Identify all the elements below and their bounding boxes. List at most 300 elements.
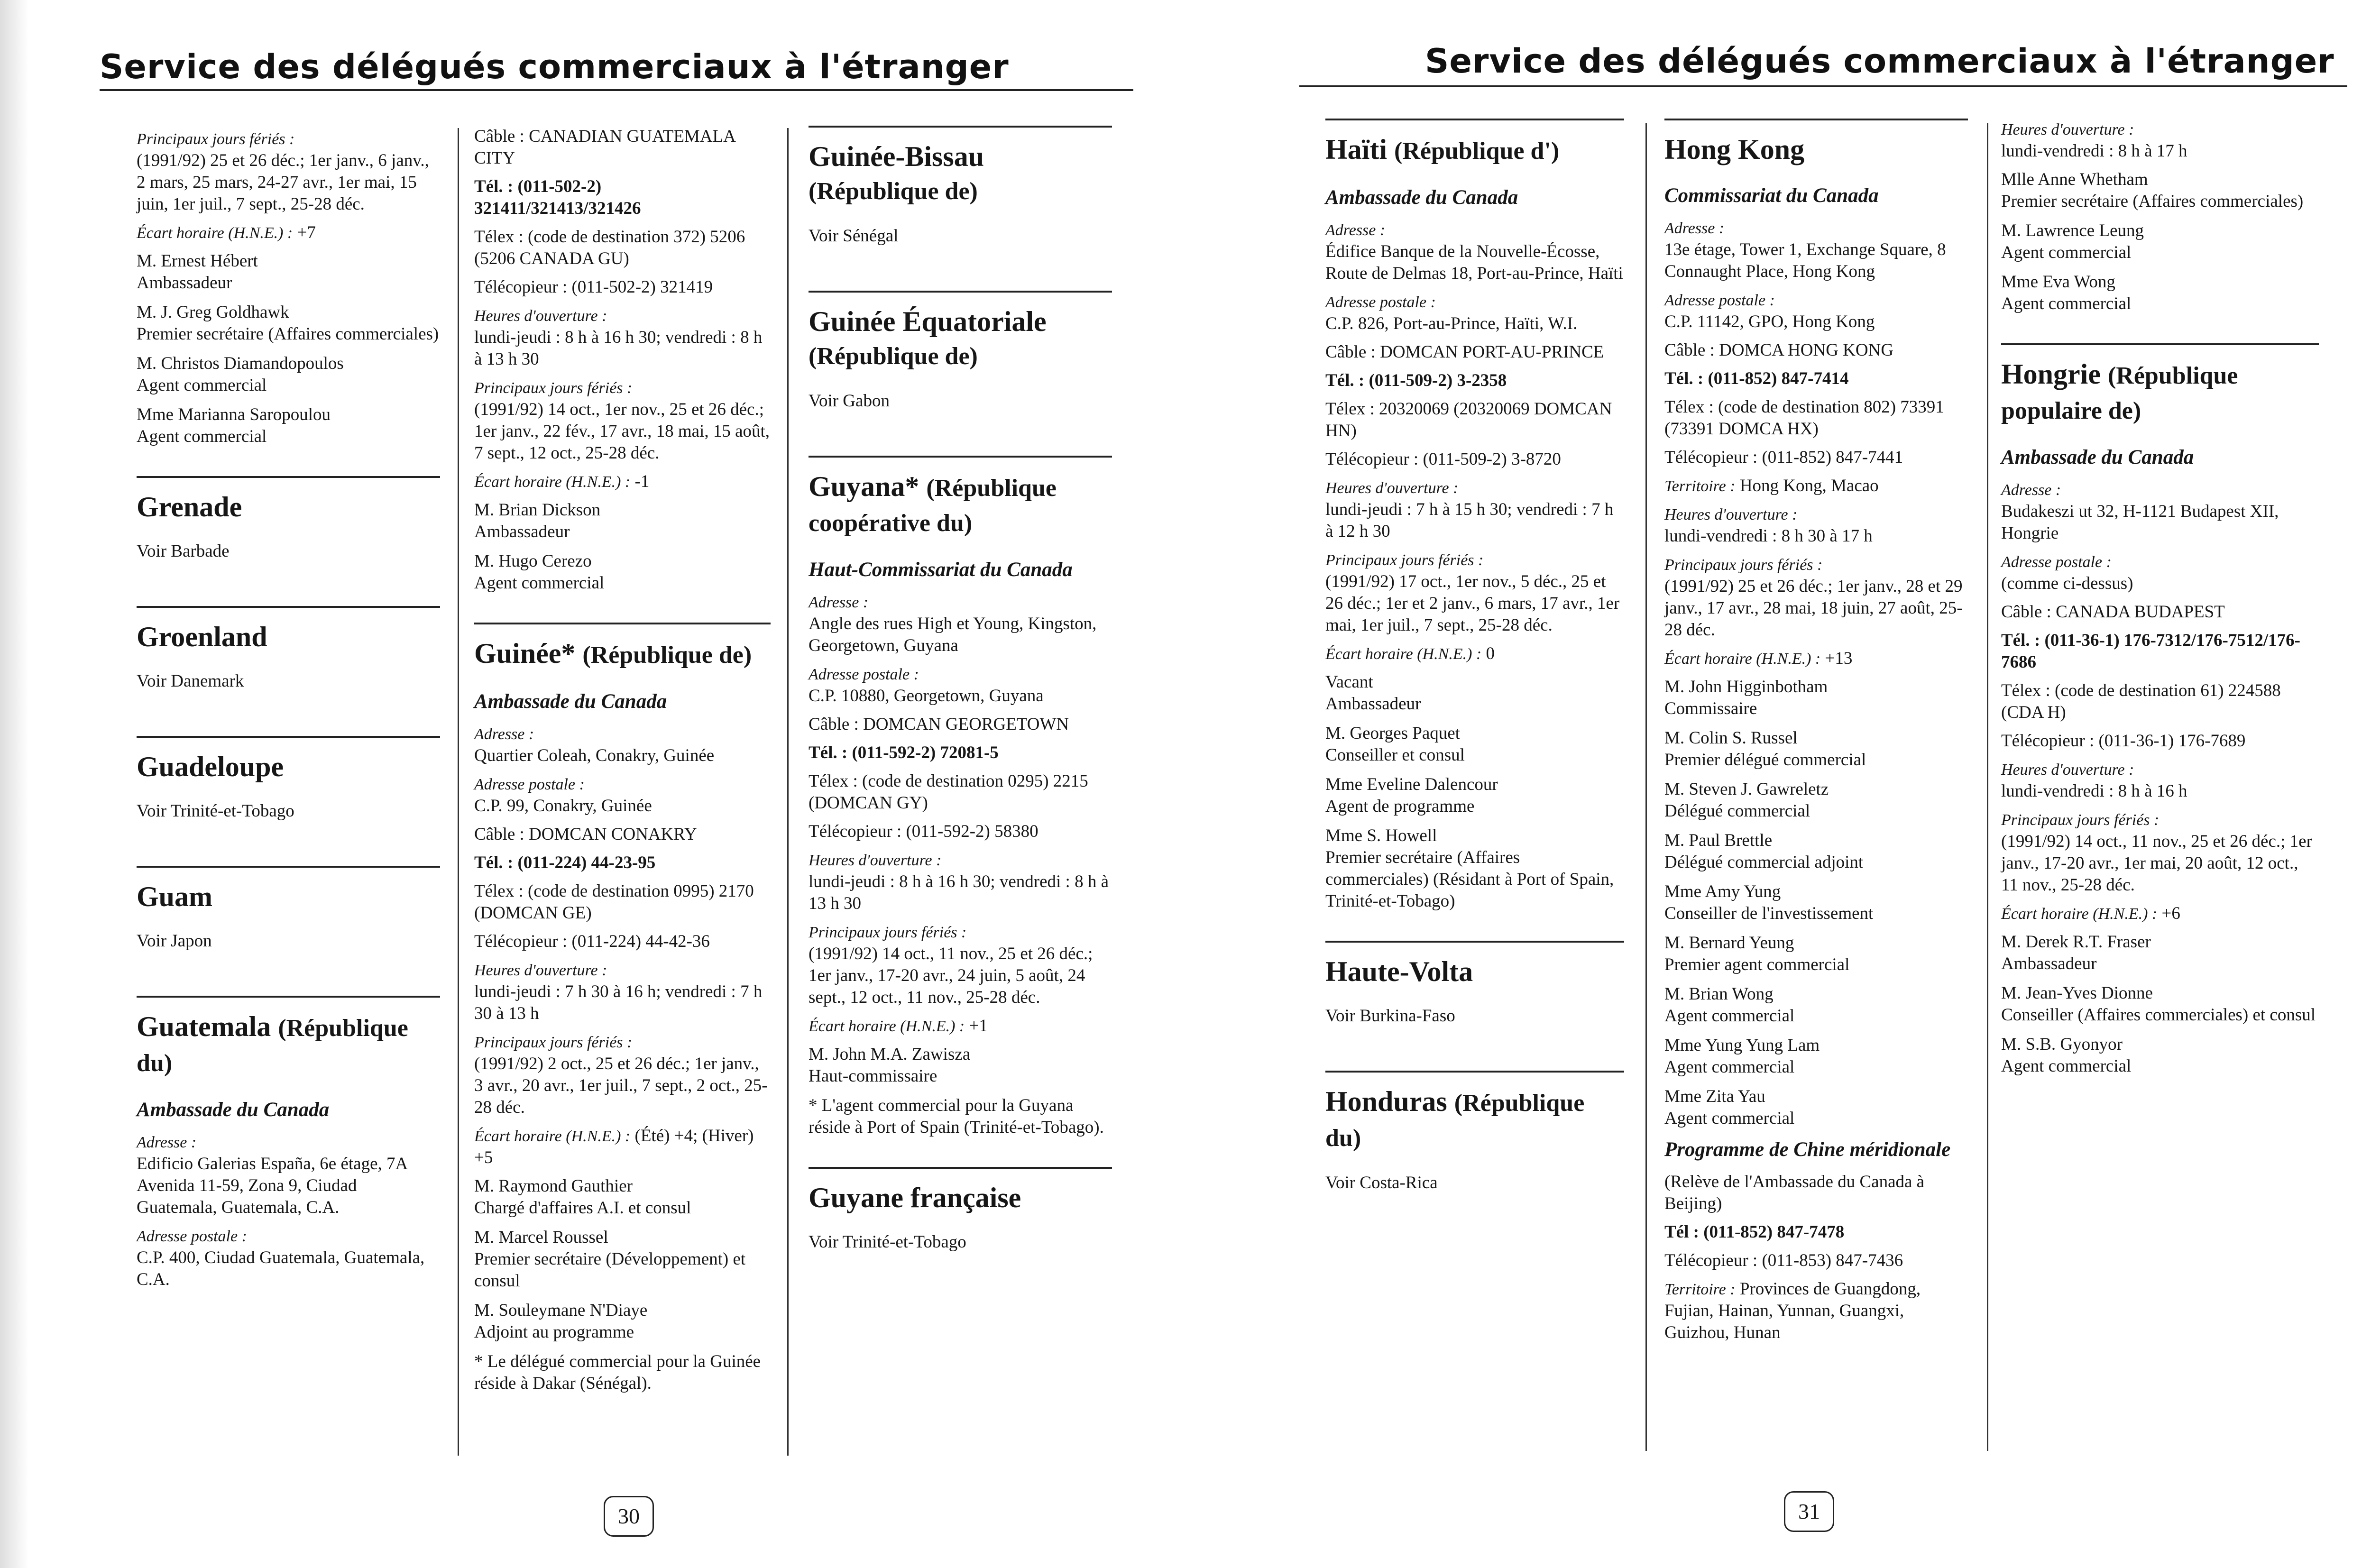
country-name: Guyana* (809, 471, 919, 502)
info-line (474, 852, 771, 874)
staff-title: Chargé d'affaires A.I. et consul (474, 1198, 691, 1218)
info-line (809, 849, 1112, 915)
phone-number: Tél. : (011-502-2) 321411/321413/321426 (474, 177, 641, 218)
field-value: Câble : CANADIAN GUATEMALA CITY (474, 127, 735, 168)
page-number: 31 (1784, 1491, 1834, 1532)
field-label: Écart horaire (H.N.E.) : (1664, 650, 1821, 668)
info-line (137, 1225, 440, 1291)
mission-name: Commissariat du Canada (1664, 184, 1879, 207)
column-5 (1664, 119, 1968, 1372)
section-rule (809, 126, 1112, 128)
field-label: Heures d'ouverture : (1664, 506, 1798, 523)
field-value: Télex : (code de destination 372) 5206 (5206 CANADA GU) (474, 227, 745, 268)
field-value: lundi-jeudi : 8 h à 16 h 30; vendredi : 8 h à 13 h 30 (474, 328, 763, 369)
staff-name: M. J. Greg Goldhawk (137, 303, 289, 322)
field-label: Écart horaire (H.N.E.) : (2001, 905, 2158, 923)
staff-name: M. S.B. Gyonyor (2001, 1035, 2123, 1054)
section-rule (474, 623, 771, 624)
staff-entry (137, 302, 440, 345)
field-label: Principaux jours fériés : (2001, 811, 2160, 829)
info-line (474, 931, 771, 953)
info-line (474, 471, 771, 493)
field-value: C.P. 10880, Georgetown, Guyana (809, 686, 1044, 706)
staff-name: M. Ernest Hébert (137, 251, 258, 271)
info-line (474, 1031, 771, 1119)
field-value: lundi-vendredi : 8 h 30 à 17 h (1664, 526, 1873, 546)
info-line (1664, 1250, 1968, 1272)
info-line (474, 723, 771, 767)
info-line (137, 1131, 440, 1219)
cross-reference: Voir Sénégal (809, 226, 899, 246)
info-line (474, 773, 771, 817)
field-value: 0 (1481, 644, 1495, 663)
staff-name: M. Derek R.T. Fraser (2001, 932, 2151, 952)
staff-name: Mme Zita Yau (1664, 1087, 1765, 1106)
field-value: Télécopieur : (011-853) 847-7436 (1664, 1251, 1903, 1270)
staff-name: M. Raymond Gauthier (474, 1176, 633, 1196)
section (1325, 1071, 1624, 1194)
section (137, 996, 440, 1291)
section (137, 476, 440, 562)
phone-number: Tél. : (011-852) 847-7414 (1664, 369, 1849, 388)
staff-entry (1664, 932, 1968, 976)
phone-number: Tél. : (011-592-2) 72081-5 (809, 743, 999, 762)
info-line (1664, 1278, 1968, 1344)
country-qualifier: (République d') (1394, 138, 1560, 165)
staff-entry (2001, 982, 2319, 1026)
field-value: Quartier Coleah, Conakry, Guinée (474, 746, 715, 765)
page-header: Service des délégués commerciaux à l'étranger (1425, 42, 2334, 81)
staff-title: Agent de programme (1325, 797, 1475, 816)
staff-title: Adjoint au programme (474, 1322, 634, 1342)
staff-title: Haut-commissaire (809, 1066, 937, 1086)
field-label: Heures d'ouverture : (2001, 121, 2134, 138)
section (2001, 343, 2319, 1077)
section-rule (1325, 1071, 1624, 1073)
country-qualifier: (République du) (137, 1015, 408, 1077)
page-header: Service des délégués commerciaux à l'étranger (100, 47, 1009, 86)
info-line (1325, 549, 1624, 636)
right-page (1204, 0, 2371, 1568)
field-label: Territoire : (1664, 477, 1736, 495)
field-label: Écart horaire (H.N.E.) : (474, 473, 631, 491)
section-title (1325, 133, 1624, 168)
section-title (1325, 955, 1624, 988)
country-name: Guinée Équatoriale (809, 306, 1047, 337)
field-value: Câble : DOMCAN CONAKRY (474, 825, 697, 844)
info-line (474, 377, 771, 464)
country-name: Hong Kong (1664, 134, 1805, 165)
field-label: Écart horaire (H.N.E.) : (137, 224, 293, 242)
staff-entry (137, 250, 440, 294)
field-label: Adresse : (2001, 481, 2061, 499)
country-qualifier: (République du) (1325, 1090, 1585, 1152)
info-line (474, 305, 771, 370)
mission-name: Ambassade du Canada (1325, 186, 1518, 209)
field-value: Budakeszi ut 32, H-1121 Budapest XII, Hongrie (2001, 502, 2279, 543)
section (137, 606, 440, 692)
field-value: (1991/92) 25 et 26 déc.; 1er janv., 28 et 29 janv., 17 avr., 28 mai, 18 juin, 27 août, 25-28 déc. (1664, 577, 1963, 640)
staff-entry (1664, 676, 1968, 720)
info-line (809, 714, 1112, 735)
field-value: (Été) +4; (Hiver) +5 (474, 1126, 754, 1167)
country-qualifier: (République populaire de) (2001, 362, 2238, 424)
field-label: Heures d'ouverture : (2001, 761, 2134, 779)
staff-title: Ambassadeur (137, 273, 232, 293)
info-line (1664, 339, 1968, 361)
info-line (2001, 479, 2319, 544)
staff-title: Conseiller (Affaires commerciales) et consul (2001, 1005, 2316, 1025)
country-qualifier: (République de) (582, 642, 752, 669)
section-title (137, 750, 440, 783)
field-label: Écart horaire (H.N.E.) : (1325, 645, 1482, 663)
staff-name: Mme Marianna Saropoulou (137, 405, 331, 424)
field-value: Télécopieur : (011-224) 44-42-36 (474, 932, 710, 951)
info-line (137, 222, 440, 244)
field-label: Adresse : (809, 594, 869, 611)
field-value: 13e étage, Tower 1, Exchange Square, 8 Connaught Place, Hong Kong (1664, 240, 1946, 281)
staff-entry (809, 1044, 1112, 1087)
staff-entry (2001, 1034, 2319, 1077)
staff-name: Mme Amy Yung (1664, 882, 1781, 901)
staff-entry (2001, 271, 2319, 315)
staff-title: Agent commercial (137, 427, 267, 446)
phone-number: Tél. : (011-224) 44-23-95 (474, 853, 656, 872)
staff-name: Mme Eveline Dalencour (1325, 775, 1498, 794)
section-rule (1664, 119, 1968, 120)
field-value: lundi-vendredi : 8 h à 16 h (2001, 781, 2187, 801)
staff-title: Délégué commercial adjoint (1664, 853, 1864, 872)
section-title (137, 880, 440, 913)
info-line (474, 824, 771, 845)
info-line (2001, 759, 2319, 802)
field-label: Principaux jours fériés : (137, 130, 295, 148)
field-value: (1991/92) 14 oct., 11 nov., 25 et 26 déc.; 1er janv., 17-20 avr., 1er mai, 20 août, 12 oct., 11 nov., 25-28 déc. (2001, 832, 2312, 895)
staff-title: Agent commercial (474, 573, 605, 593)
section-title (809, 470, 1112, 540)
info-line (1664, 1221, 1968, 1243)
info-line (2001, 903, 2319, 925)
staff-entry (1664, 830, 1968, 873)
info-line (809, 821, 1112, 843)
field-value: Télex : (code de destination 802) 73391 (73391 DOMCA HX) (1664, 397, 1944, 439)
staff-entry (474, 499, 771, 543)
staff-name: M. Jean-Yves Dionne (2001, 983, 2153, 1003)
info-line (1664, 475, 1968, 497)
field-value: C.P. 11142, GPO, Hong Kong (1664, 312, 1875, 331)
field-value: Câble : DOMCA HONG KONG (1664, 340, 1894, 360)
phone-number: Tél : (011-852) 847-7478 (1664, 1222, 1845, 1242)
field-label: Principaux jours fériés : (474, 379, 633, 397)
section-title (474, 637, 771, 672)
field-value: +13 (1820, 649, 1853, 668)
country-qualifier: (République de) (809, 178, 978, 205)
field-value: (1991/92) 25 et 26 déc.; 1er janv., 6 janv., 2 mars, 25 mars, 24-27 avr., 1er mai, 15 juin, 1er juil., 7 sept., 25-28 déc. (137, 151, 429, 214)
field-value: +6 (2157, 904, 2180, 923)
staff-entry (2001, 169, 2319, 212)
field-label: Adresse : (137, 1134, 197, 1151)
staff-entry (1325, 825, 1624, 912)
column-divider (1987, 123, 1988, 1451)
staff-entry (137, 404, 440, 448)
field-value: Édifice Banque de la Nouvelle-Écosse, Route de Delmas 18, Port-au-Prince, Haïti (1325, 242, 1623, 283)
mission-name: Haut-Commissariat du Canada (809, 559, 1073, 581)
staff-title: Agent commercial (1664, 1109, 1795, 1128)
staff-title: Agent commercial (2001, 1056, 2132, 1076)
field-label: Adresse postale : (809, 666, 919, 683)
staff-entry (1664, 881, 1968, 925)
column-divider (458, 128, 459, 1456)
staff-entry (1325, 671, 1624, 715)
cross-reference: Voir Danemark (137, 671, 244, 691)
info-line (474, 126, 771, 169)
field-value: lundi-vendredi : 8 h à 17 h (2001, 141, 2187, 161)
country-name: Guam (137, 881, 213, 912)
field-label: Principaux jours fériés : (1664, 556, 1823, 574)
staff-name: M. Souleymane N'Diaye (474, 1301, 648, 1320)
info-line (474, 1351, 771, 1394)
staff-name: Vacant (1325, 672, 1373, 692)
field-value: (comme ci-dessus) (2001, 574, 2133, 593)
header-rule (1299, 85, 2347, 87)
staff-name: M. Georges Paquet (1325, 724, 1460, 743)
field-value: C.P. 99, Conakry, Guinée (474, 796, 652, 816)
info-line (1664, 396, 1968, 440)
section-rule (1325, 941, 1624, 943)
field-label: Heures d'ouverture : (1325, 479, 1459, 497)
field-value: (Relève de l'Ambassade du Canada à Beijing) (1664, 1172, 1925, 1213)
section-title (137, 620, 440, 653)
staff-entry (1664, 779, 1968, 822)
section-title (809, 140, 1112, 208)
section-rule (809, 291, 1112, 293)
info-line (809, 663, 1112, 707)
staff-title: Agent commercial (137, 376, 267, 395)
field-value: Télécopieur : (011-502-2) 321419 (474, 277, 713, 297)
info-line (1664, 1171, 1968, 1215)
section (2001, 119, 2319, 315)
field-label: Adresse postale : (1664, 292, 1775, 309)
country-name: Grenade (137, 491, 242, 523)
field-label: Adresse postale : (474, 776, 585, 793)
field-value: Télécopieur : (011-509-2) 3-8720 (1325, 449, 1561, 469)
info-line (2001, 601, 2319, 623)
field-value: Télécopieur : (011-852) 847-7441 (1664, 448, 1903, 467)
field-label: Heures d'ouverture : (474, 962, 607, 979)
binding-shadow (0, 0, 28, 1568)
cross-reference: Voir Gabon (809, 391, 890, 411)
staff-title: Conseiller de l'investissement (1664, 904, 1874, 923)
header-rule (100, 89, 1133, 91)
section (137, 736, 440, 822)
staff-entry (1325, 723, 1624, 766)
info-line (2001, 680, 2319, 724)
staff-title: Premier agent commercial (1664, 955, 1850, 974)
info-line (809, 770, 1112, 814)
staff-name: M. Bernard Yeung (1664, 933, 1794, 953)
section (809, 456, 1112, 1138)
mission-name: Ambassade du Canada (137, 1099, 330, 1121)
field-value: +7 (293, 223, 316, 242)
section (474, 623, 771, 1394)
country-name: Haïti (1325, 134, 1387, 165)
field-value: (1991/92) 14 oct., 11 nov., 25 et 26 déc.; 1er janv., 17-20 avr., 24 juin, 5 août, 24 sept., 12 oct., 11 nov., 25-28 déc. (809, 944, 1093, 1007)
program-heading: Programme de Chine méridionale (1664, 1138, 1951, 1161)
cross-reference: Voir Japon (137, 931, 212, 951)
column-2 (474, 126, 771, 1423)
staff-name: Mme Yung Yung Lam (1664, 1036, 1820, 1055)
info-line (1325, 370, 1624, 392)
info-line (474, 276, 771, 298)
page-number: 30 (604, 1496, 654, 1537)
staff-entry (474, 550, 771, 594)
staff-title: Premier secrétaire (Affaires commerciales) (2001, 192, 2304, 211)
info-line (2001, 119, 2319, 162)
field-value: Provinces de Guangdong, Fujian, Hainan, Yunnan, Guangxi, Guizhou, Hunan (1664, 1279, 1921, 1342)
field-label: Heures d'ouverture : (809, 852, 942, 869)
info-line (1325, 291, 1624, 335)
field-label: Adresse postale : (137, 1228, 247, 1245)
staff-name: M. Lawrence Leung (2001, 221, 2144, 240)
phone-number: Tél. : (011-36-1) 176-7312/176-7512/176-7686 (2001, 631, 2300, 672)
column-divider (787, 128, 789, 1456)
info-line (1664, 217, 1968, 283)
info-line (474, 226, 771, 270)
column-4 (1325, 119, 1624, 1238)
staff-title: Premier secrétaire (Affaires commerciales) (Résidant à Port of Spain, Trinité-et-Tobago) (1325, 848, 1614, 911)
field-label: Écart horaire (H.N.E.) : (474, 1128, 631, 1145)
staff-title: Agent commercial (2001, 294, 2132, 313)
country-name: Guadeloupe (137, 751, 284, 782)
section (137, 866, 440, 952)
staff-title: Ambassadeur (474, 522, 570, 541)
section (809, 1167, 1112, 1253)
staff-title: Agent commercial (1664, 1057, 1795, 1077)
country-qualifier: (République de) (809, 343, 978, 370)
staff-entry (474, 1300, 771, 1343)
country-name: Guinée-Bissau (809, 141, 984, 172)
info-line (1325, 398, 1624, 442)
section-rule (137, 606, 440, 608)
country-name: Guinée* (474, 638, 576, 669)
mission-name: Ambassade du Canada (2001, 446, 2194, 468)
staff-name: Mme S. Howell (1325, 826, 1437, 845)
field-value: (1991/92) 14 oct., 1er nov., 25 et 26 déc.; 1er janv., 22 fév., 17 avr., 18 mai, 15 août, 7 sept., 12 oct., 25-28 déc. (474, 400, 770, 463)
field-value: -1 (630, 472, 650, 491)
field-value: Câble : CANADA BUDAPEST (2001, 602, 2225, 622)
column-divider (1645, 123, 1647, 1451)
field-value: Télex : (code de destination 0295) 2215 (DOMCAN GY) (809, 771, 1088, 813)
field-label: Territoire : (1664, 1281, 1736, 1298)
staff-entry (1325, 774, 1624, 817)
field-value: Télex : (code de destination 61) 224588 (CDA H) (2001, 681, 2281, 722)
country-name: Hongrie (2001, 358, 2101, 390)
staff-title: Agent commercial (1664, 1006, 1795, 1026)
info-line (1664, 368, 1968, 390)
field-value: Télécopieur : (011-36-1) 176-7689 (2001, 731, 2246, 751)
field-value: Hong Kong, Macao (1735, 476, 1879, 495)
staff-entry (137, 353, 440, 396)
field-value: Télex : 20320069 (20320069 DOMCAN HN) (1325, 399, 1612, 440)
field-value: (1991/92) 2 oct., 25 et 26 déc.; 1er janv., 3 avr., 20 avr., 1er juil., 7 sept., 2 oct., 25-28 déc. (474, 1054, 768, 1117)
field-value: C.P. 826, Port-au-Prince, Haïti, W.I. (1325, 314, 1578, 333)
staff-name: M. Brian Dickson (474, 500, 601, 520)
staff-name: M. Brian Wong (1664, 984, 1774, 1004)
info-line (1325, 219, 1624, 284)
field-value: lundi-jeudi : 7 h à 15 h 30; vendredi : 7 h à 12 h 30 (1325, 500, 1614, 541)
staff-entry (1664, 1035, 1968, 1078)
staff-title: Premier délégué commercial (1664, 750, 1866, 770)
field-label: Adresse : (1325, 221, 1386, 239)
field-value: Télécopieur : (011-592-2) 58380 (809, 822, 1038, 841)
field-label: Adresse postale : (1325, 293, 1436, 311)
field-label: Adresse : (1664, 220, 1725, 237)
field-value: * L'agent commercial pour la Guyana réside à Port of Spain (Trinité-et-Tobago). (809, 1096, 1104, 1137)
column-3 (809, 126, 1112, 1297)
field-value: lundi-jeudi : 8 h à 16 h 30; vendredi : 8 h à 13 h 30 (809, 872, 1109, 913)
staff-title: Agent commercial (2001, 243, 2132, 262)
section-rule (809, 456, 1112, 458)
info-line (1664, 554, 1968, 641)
staff-name: M. Paul Brettle (1664, 831, 1773, 850)
field-value: C.P. 400, Ciudad Guatemala, Guatemala, C.A. (137, 1248, 425, 1289)
section-title (137, 1010, 440, 1080)
staff-title: Premier secrétaire (Développement) et consul (474, 1249, 746, 1291)
staff-name: M. John Higginbotham (1664, 677, 1828, 697)
staff-entry (2001, 931, 2319, 975)
field-value: Câble : DOMCAN GEORGETOWN (809, 715, 1069, 734)
staff-entry (1664, 983, 1968, 1027)
info-line (2001, 551, 2319, 595)
staff-name: M. John M.A. Zawisza (809, 1045, 971, 1064)
info-line (1325, 477, 1624, 542)
section-title (137, 490, 440, 523)
section-title (1664, 133, 1968, 166)
field-value: * Le délégué commercial pour la Guinée réside à Dakar (Sénégal). (474, 1352, 761, 1393)
country-qualifier: (République coopérative du) (809, 475, 1057, 537)
staff-name: M. Colin S. Russel (1664, 728, 1798, 748)
field-value: Edificio Galerias España, 6e étage, 7A Avenida 11-59, Zona 9, Ciudad Guatemala, Guatemala, C.A. (137, 1154, 407, 1217)
staff-entry (1664, 1086, 1968, 1129)
phone-number: Tél. : (011-509-2) 3-2358 (1325, 371, 1507, 390)
info-line (1325, 449, 1624, 470)
section-title (1325, 1085, 1624, 1155)
cross-reference: Voir Barbade (137, 541, 230, 561)
column-1 (137, 128, 440, 1319)
info-line (809, 591, 1112, 657)
mission-name: Ambassade du Canada (474, 690, 667, 713)
field-label: Principaux jours fériés : (809, 924, 967, 941)
field-label: Principaux jours fériés : (1325, 551, 1484, 569)
staff-entry (474, 1175, 771, 1219)
country-name: Haute-Volta (1325, 956, 1473, 987)
field-label: Heures d'ouverture : (474, 307, 607, 325)
staff-title: Ambassadeur (1325, 694, 1421, 714)
section (1325, 119, 1624, 912)
staff-name: Mlle Anne Whetham (2001, 170, 2148, 189)
country-name: Honduras (1325, 1086, 1447, 1117)
info-line (474, 176, 771, 220)
staff-title: Premier secrétaire (Affaires commerciales) (137, 324, 439, 344)
field-label: Adresse postale : (2001, 553, 2112, 571)
staff-entry (474, 1227, 771, 1292)
section (1325, 941, 1624, 1027)
info-line (2001, 809, 2319, 896)
info-line (474, 1125, 771, 1169)
section (474, 126, 771, 594)
column-6 (2001, 119, 2319, 1106)
section (1664, 119, 1968, 1344)
